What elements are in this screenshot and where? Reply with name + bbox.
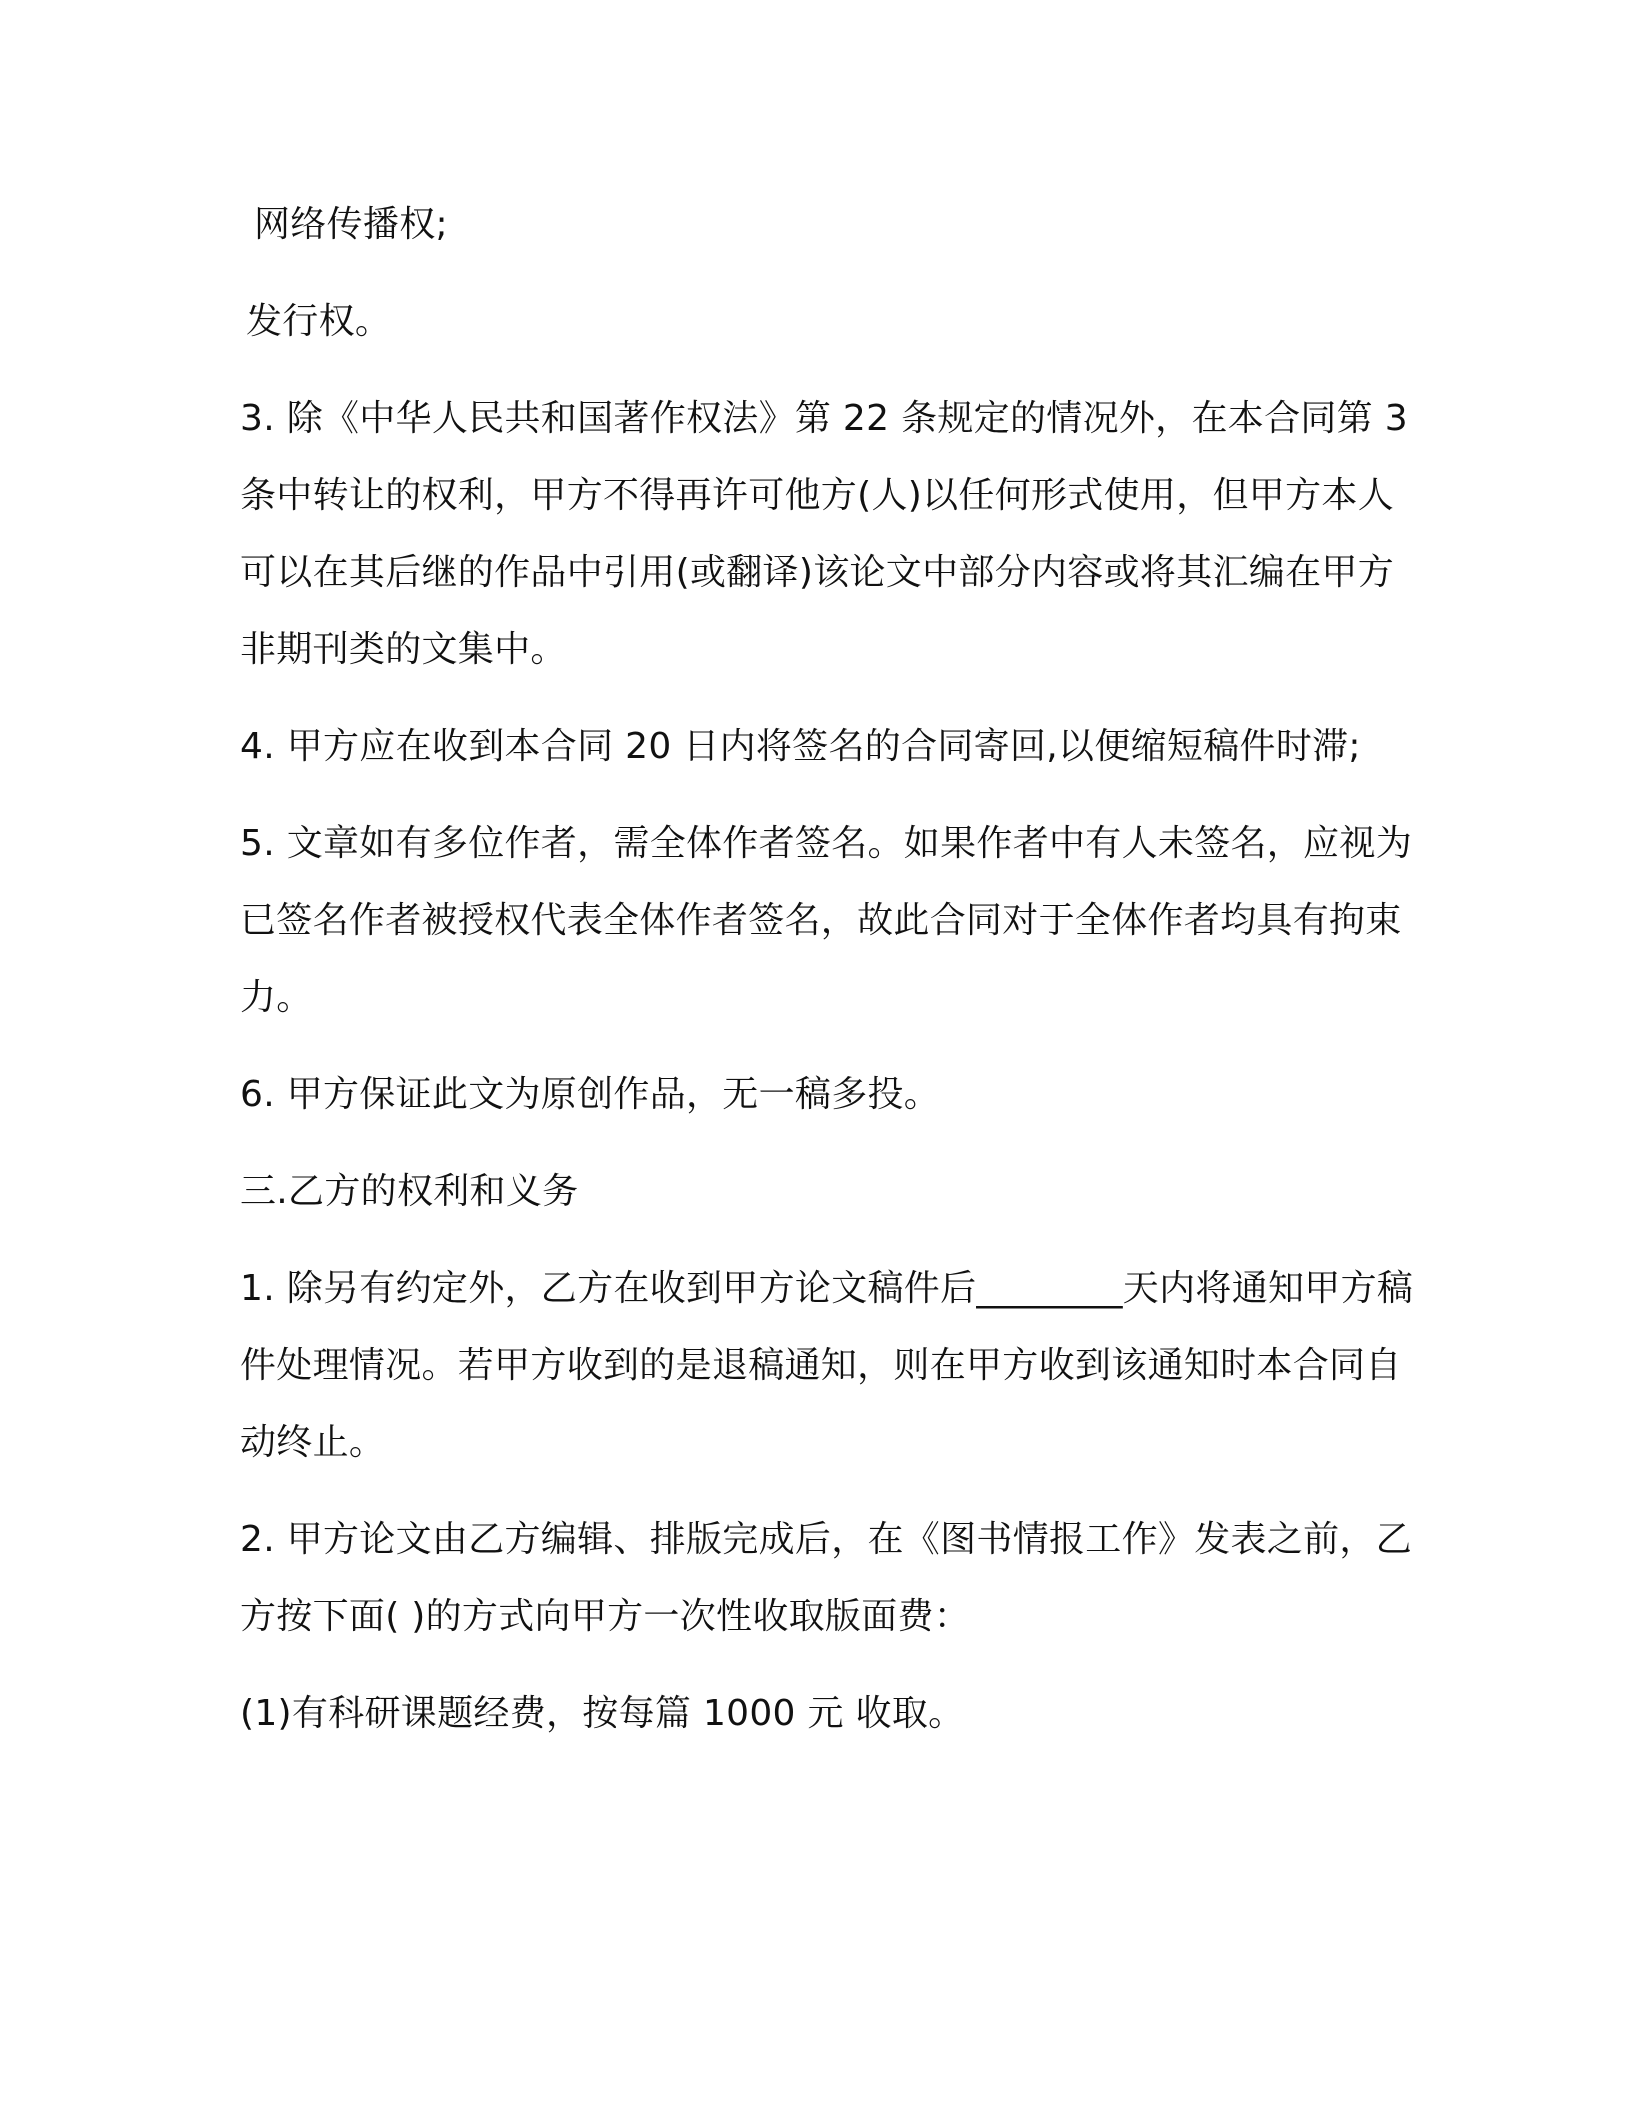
section-heading-party-b: 三.乙方的权利和义务 (240, 1171, 579, 1212)
paragraph-party-b-1: 1. 除另有约定外，乙方在收到甲方论文稿件后________天内将通知甲方稿件处理情况。若甲方收到的是退稿通知，则在甲方收到该通知时本合同自动终止。 (240, 1268, 1414, 1463)
paragraph-clause-3: 3. 除《中华人民共和国著作权法》第 22 条规定的情况外，在本合同第 3 条中转让的权利，甲方不得再许可他方(人)以任何形式使用，但甲方本人可以在其后继的作品中引用(或翻译)该论文中部分内容或将其汇编在甲方非期刊类的文集中。 (240, 398, 1408, 670)
paragraph-network-right: 网络传播权; (254, 204, 448, 245)
paragraph-clause-5: 5. 文章如有多位作者，需全体作者签名。如果作者中有人未签名，应视为已签名作者被授权代表全体作者签名，故此合同对于全体作者均具有拘束力。 (240, 823, 1412, 1018)
document-body (240, 186, 1420, 1772)
paragraph-clause-4: 4. 甲方应在收到本合同 20 日内将签名的合同寄回,以便缩短稿件时滞; (240, 726, 1361, 767)
paragraph-fee-option-1: (1)有科研课题经费，按每篇 1000 元 收取。 (240, 1693, 965, 1734)
paragraph-clause-6: 6. 甲方保证此文为原创作品，无一稿多投。 (240, 1074, 941, 1115)
paragraph-party-b-2: 2. 甲方论文由乙方编辑、排版完成后，在《图书情报工作》发表之前，乙方按下面( )的方式向甲方一次性收取版面费： (240, 1519, 1412, 1637)
paragraph-distribution-right: 发行权。 (246, 301, 392, 342)
